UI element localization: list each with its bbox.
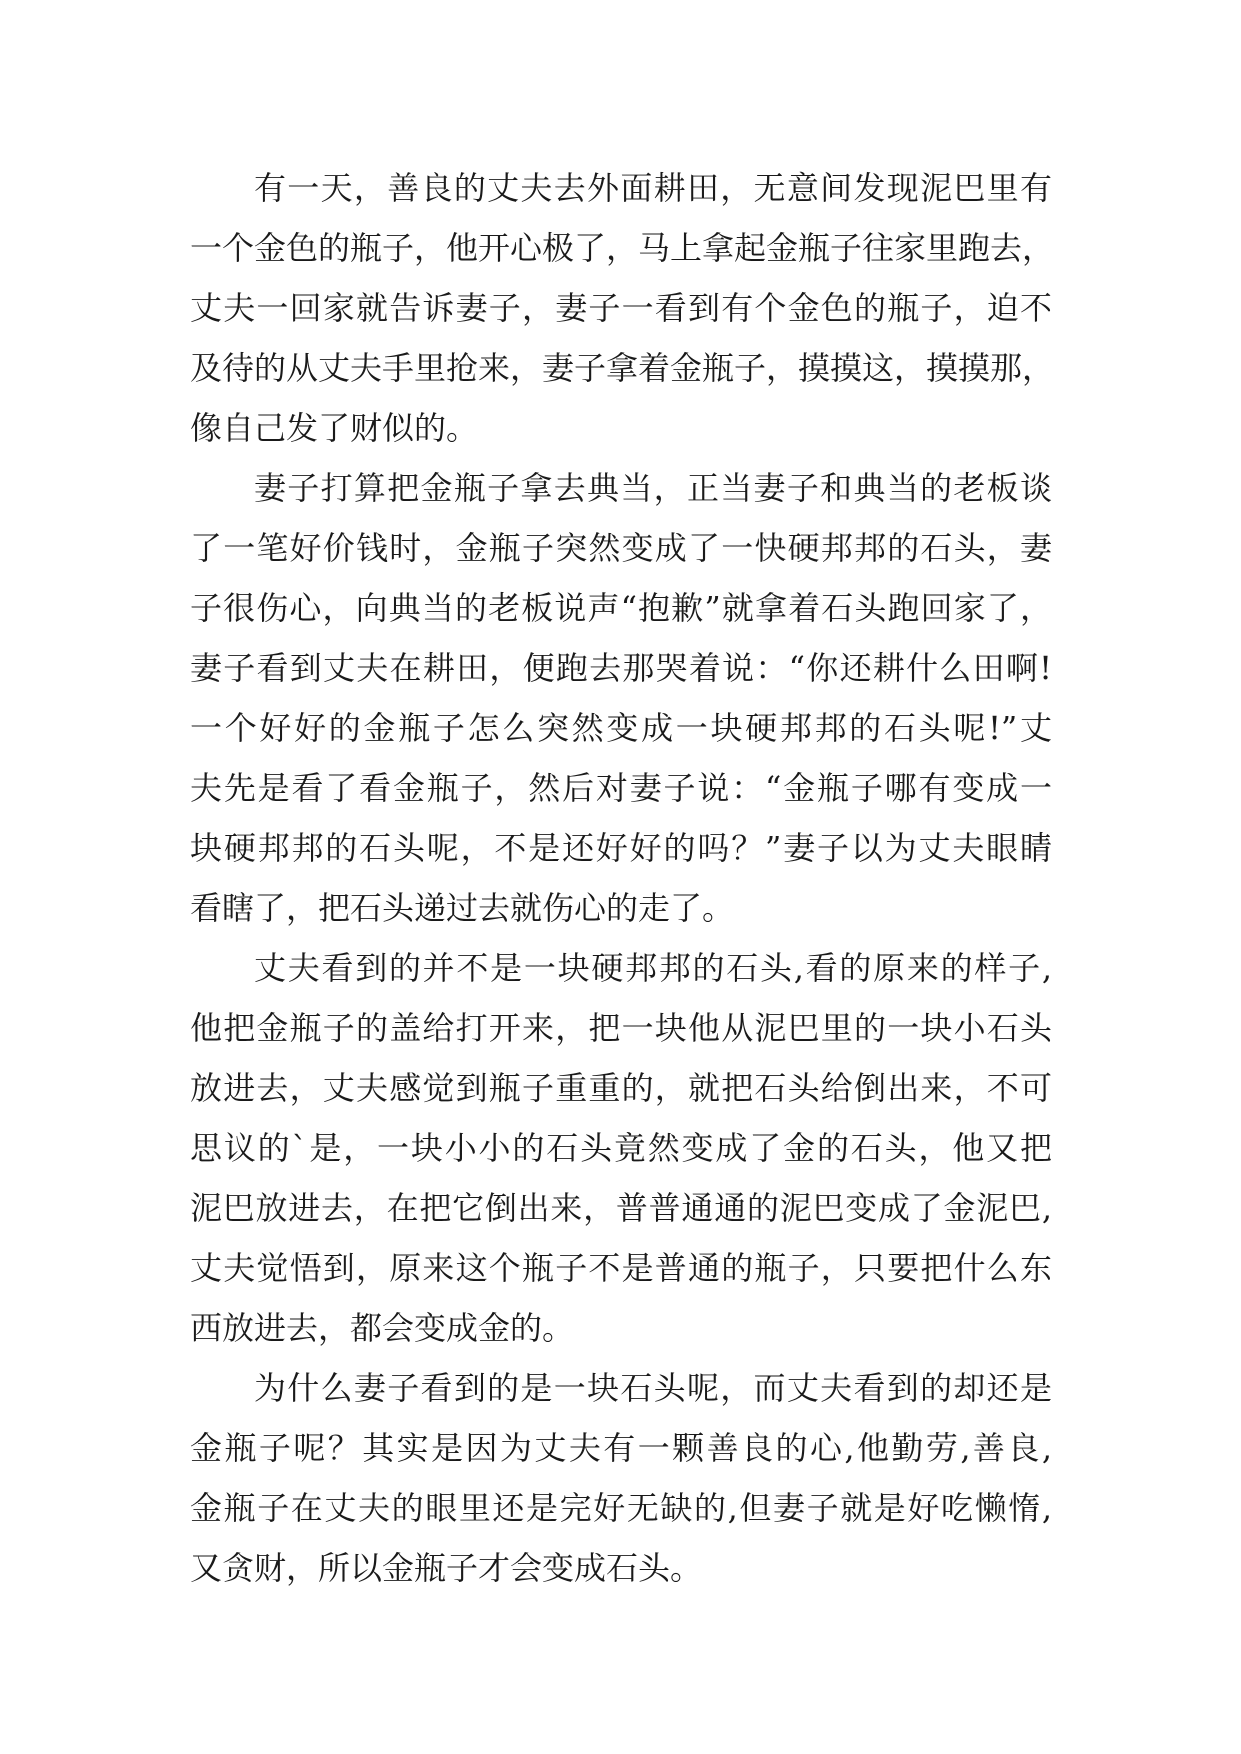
paragraph-line: 为什么妻子看到的是一块石头呢，而丈夫看到的却还是 bbox=[254, 1369, 1052, 1407]
paragraph-line: 像自己发了财似的。 bbox=[190, 409, 479, 447]
paragraph-line: 块硬邦邦的石头呢，不是还好好的吗？”妻子以为丈夫眼睛 bbox=[190, 829, 1052, 867]
paragraph-line: 妻子打算把金瓶子拿去典当，正当妻子和典当的老板谈 bbox=[254, 469, 1052, 507]
paragraph-line: 一个好好的金瓶子怎么突然变成一块硬邦邦的石头呢!”丈 bbox=[190, 709, 1052, 747]
paragraph-line: 看瞎了，把石头递过去就伤心的走了。 bbox=[190, 889, 735, 927]
paragraph-line: 思议的`是，一块小小的石头竟然变成了金的石头，他又把 bbox=[190, 1129, 1052, 1167]
paragraph-line: 丈夫看到的并不是一块硬邦邦的石头,看的原来的样子, bbox=[254, 949, 1052, 987]
paragraph-line: 丈夫一回家就告诉妻子，妻子一看到有个金色的瓶子，迫不 bbox=[190, 289, 1052, 327]
paragraph-line: 金瓶子在丈夫的眼里还是完好无缺的,但妻子就是好吃懒惰, bbox=[190, 1489, 1052, 1527]
paragraph-line: 金瓶子呢？其实是因为丈夫有一颗善良的心,他勤劳,善良, bbox=[190, 1429, 1052, 1467]
paragraph-2 bbox=[190, 458, 1052, 938]
paragraph-line: 了一笔好价钱时，金瓶子突然变成了一快硬邦邦的石头，妻 bbox=[190, 529, 1052, 567]
document-body bbox=[190, 158, 1055, 1598]
paragraph-line: 有一天，善良的丈夫去外面耕田，无意间发现泥巴里有 bbox=[254, 169, 1052, 207]
paragraph-line: 泥巴放进去，在把它倒出来，普普通通的泥巴变成了金泥巴, bbox=[190, 1189, 1052, 1227]
paragraph-line: 及待的从丈夫手里抢来，妻子拿着金瓶子，摸摸这，摸摸那， bbox=[190, 349, 1055, 387]
paragraph-line: 他把金瓶子的盖给打开来，把一块他从泥巴里的一块小石头 bbox=[190, 1009, 1052, 1047]
paragraph-line: 西放进去，都会变成金的。 bbox=[190, 1309, 575, 1347]
paragraph-4 bbox=[190, 1358, 1052, 1598]
paragraph-line: 放进去，丈夫感觉到瓶子重重的，就把石头给倒出来，不可 bbox=[190, 1069, 1052, 1107]
paragraph-line: 又贪财，所以金瓶子才会变成石头。 bbox=[190, 1549, 703, 1587]
paragraph-3 bbox=[190, 938, 1052, 1358]
paragraph-1 bbox=[190, 158, 1055, 458]
paragraph-line: 子很伤心，向典当的老板说声“抱歉”就拿着石头跑回家了， bbox=[190, 589, 1052, 627]
paragraph-line: 夫先是看了看金瓶子，然后对妻子说：“金瓶子哪有变成一 bbox=[190, 769, 1052, 807]
paragraph-line: 丈夫觉悟到，原来这个瓶子不是普通的瓶子，只要把什么东 bbox=[190, 1249, 1052, 1287]
paragraph-line: 一个金色的瓶子，他开心极了，马上拿起金瓶子往家里跑去， bbox=[190, 229, 1055, 267]
paragraph-line: 妻子看到丈夫在耕田，便跑去那哭着说：“你还耕什么田啊! bbox=[190, 649, 1052, 687]
